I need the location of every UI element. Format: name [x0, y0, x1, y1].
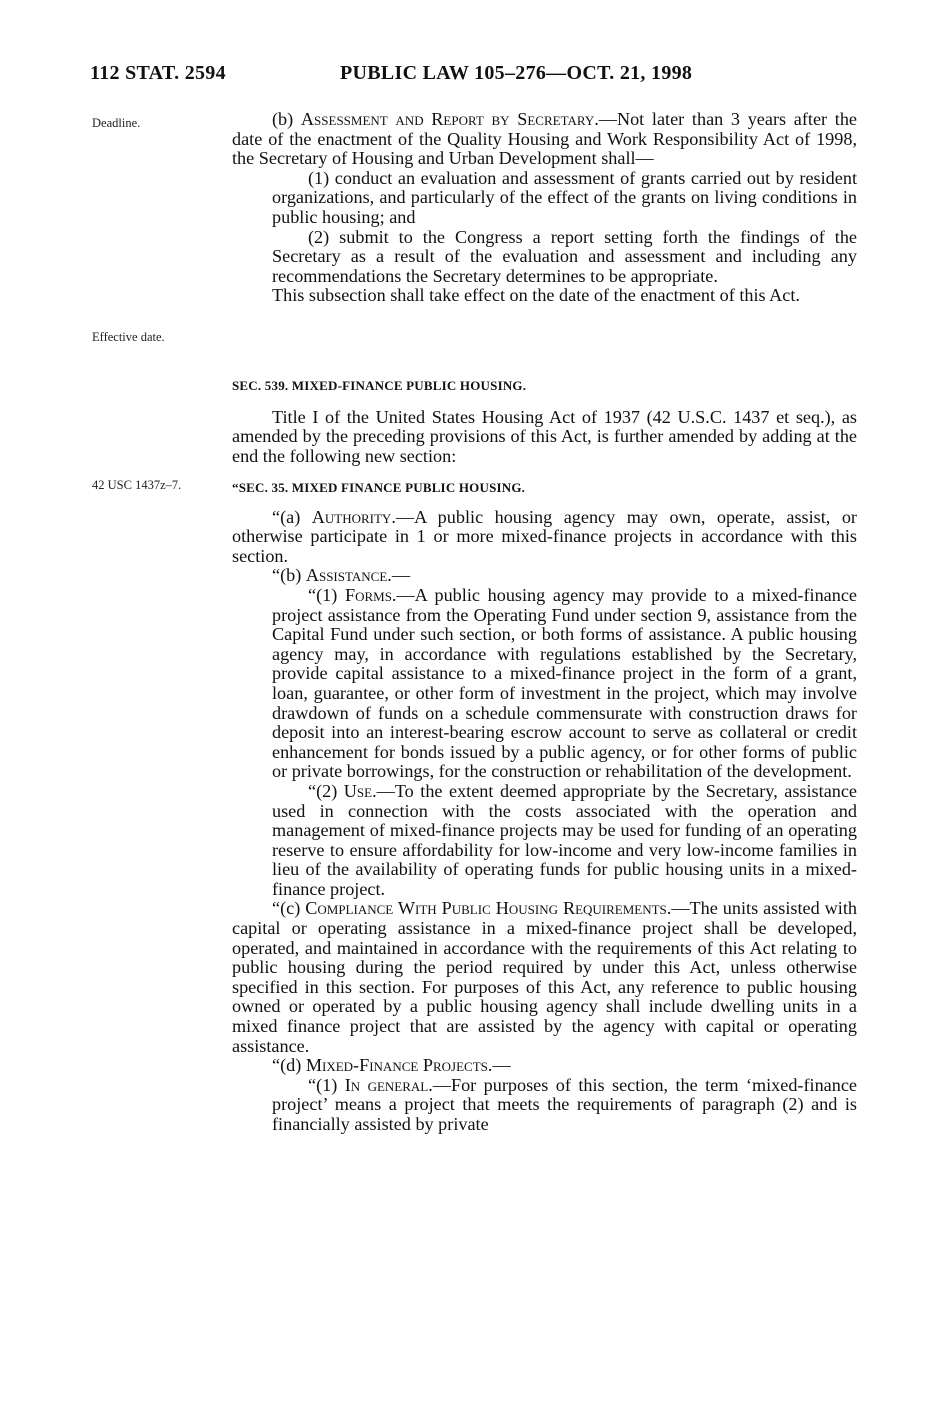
section-539-text: Title I of the United States Housing Act of 1937 (42 U.S.C. 1437 et seq.), as amended by the preceding provisions of this Act, is further amended by adding at the end the following new section:: [232, 406, 857, 466]
paragraph-35-b-1: “(1) Forms.—A public housing agency may provide to a mixed-finance project assistance from the Operating Fund under section 9, assistance from the Capital Fund under such section, or both forms of assistance. A public housing agency may, in accordance with regulations established by the Secretary, provide capital assistance to a mixed-finance project in the form of a grant, loan, guarantee, or other form of investment in the project, which may involve drawdown of funds on a schedule commensurate with construction draws for deposit into an interest-bearing escrow account to serve as collateral or credit enhancement for bonds issued by a public agency, or for other forms of public or private borrowings, for the construction or rehabilitation of the development.: [272, 584, 857, 782]
margin-note-usc: 42 USC 1437z–7.: [92, 478, 182, 492]
paragraph-35-c: “(c) Compliance With Public Housing Requirements.—The units assisted with capital or operating assistance in a mixed-finance project shall be developed, operated, and maintained in accordance with the requirements of this Act relating to public housing during the period required by under this Act, unless otherwise specified in this section. For purposes of this Act, any reference to public housing owned or operated by a public housing agency shall include dwelling units in a mixed finance project that are assisted by the agency with capital or operating assistance.: [232, 898, 858, 1056]
section-539-heading: SEC. 539. MIXED-FINANCE PUBLIC HOUSING.: [232, 378, 527, 393]
paragraph-b: (b) Assessment and Report by Secretary.—Not later than 3 years after the date of the enactment of the Quality Housing and Work Responsibility Act of 1998, the Secretary of Housing and Urban Development shall—: [232, 109, 857, 169]
paragraph-35-a: “(a) Authority.—A public housing agency may own, operate, assist, or otherwise participate in 1 or more mixed-finance projects in accordance with this section.: [232, 506, 857, 566]
paragraph-35-d-1: “(1) In general.—For purposes of this section, the term ‘mixed-finance project’ means a project that meets the requirements of paragraph (2) and is financially assisted by private: [272, 1074, 857, 1134]
paragraph-35-b: “(b) Assistance.—: [272, 565, 411, 586]
section-35-block: [232, 478, 857, 1135]
section-539-block: [232, 376, 857, 466]
paragraph-b-2: (2) submit to the Congress a report setting forth the findings of the Secretary as a result of the evaluation and assessment and including any recommendations the Secretary determines to be appropriate.: [272, 226, 857, 286]
section-35-heading: “SEC. 35. MIXED FINANCE PUBLIC HOUSING.: [232, 480, 526, 495]
stat-citation: 112 STAT. 2594: [90, 62, 226, 84]
margin-note-effective-date: Effective date.: [92, 330, 165, 344]
effective-date-text: This subsection shall take effect on the date of the enactment of this Act.: [272, 285, 800, 306]
paragraph-35-b-2: “(2) Use.—To the extent deemed appropriate by the Secretary, assistance used in connection with the costs associated with the operation and management of mixed-finance projects may be used for funding of an operating reserve to ensure affordability for low-income and very low-income families in lieu of the availability of operating funds for public housing units in a mixed-finance project.: [272, 780, 857, 899]
public-law-title: PUBLIC LAW 105–276—OCT. 21, 1998: [340, 62, 693, 84]
margin-note-deadline: Deadline.: [92, 116, 141, 130]
section-b-block: [232, 110, 857, 306]
paragraph-b-1: (1) conduct an evaluation and assessment of grants carried out by resident organizations, and particularly of the effect of the grants on living conditions in public housing; and: [272, 167, 857, 227]
paragraph-35-d: “(d) Mixed-Finance Projects.—: [272, 1055, 511, 1076]
